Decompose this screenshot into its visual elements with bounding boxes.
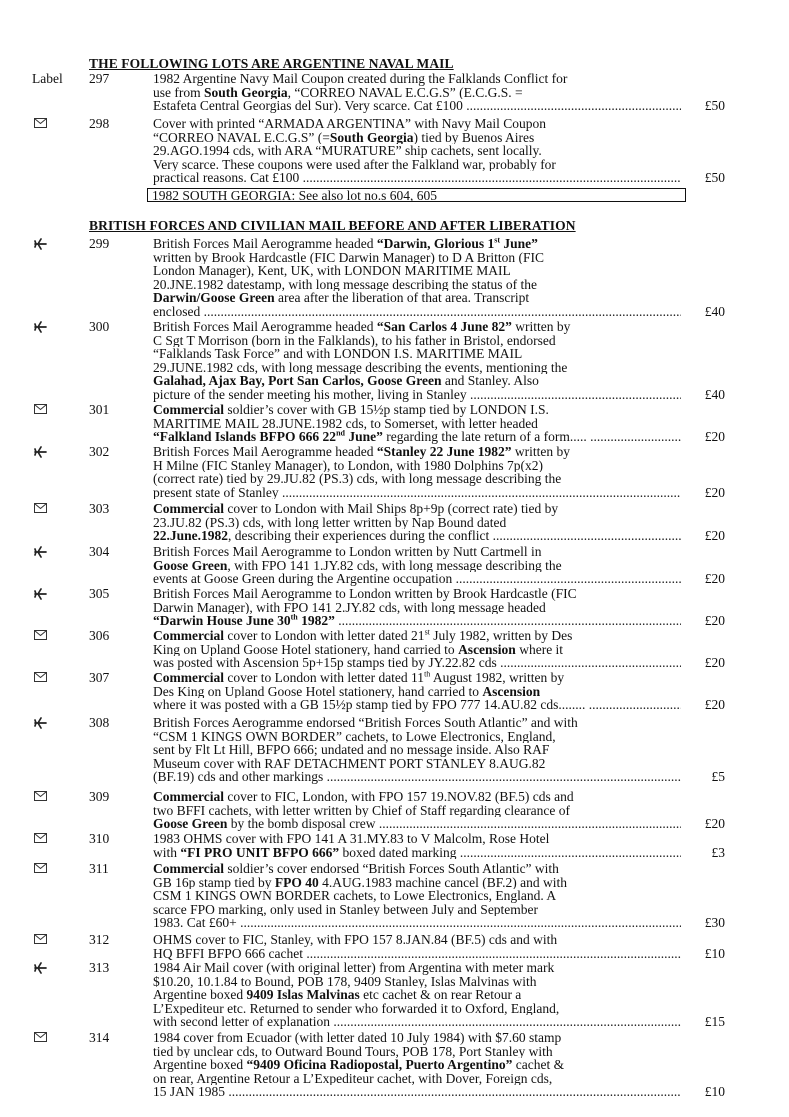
description-line: C Sgt T Morrison (born in the Falklands), to his father in Bristol, endorsed <box>153 333 556 348</box>
description-line: British Forces Mail Aerogramme headed “San Carlos 4 June 82” written by <box>153 320 571 334</box>
lot-number: 309 <box>89 789 110 804</box>
lot-number: 306 <box>89 628 110 643</box>
description-line: 1984 cover from Ecuador (with letter dated 10 July 1984) with $7.60 stamp <box>153 1031 562 1045</box>
lot-number: 304 <box>89 544 110 559</box>
lot-number: 310 <box>89 831 110 846</box>
description-line: 20.JNE.1982 datestamp, with long message describing the status of the <box>153 277 537 292</box>
description-line: written by Brook Hardcastle (FIC Darwin Manager) to D A Britton (FIC <box>153 250 545 265</box>
description-line: tied by unclear cds, to Outward Bound Tours, POB 178, Port Stanley with <box>153 1044 553 1059</box>
description-line: “CSM 1 KINGS OWN BORDER” cachets, to Lowe Electronics, England, <box>153 729 556 744</box>
airplane-icon <box>34 321 48 333</box>
see-also-notice: 1982 SOUTH GEORGIA: See also lot no.s 604, 605 <box>147 188 686 202</box>
airplane-icon <box>34 546 48 558</box>
lot-number: 298 <box>89 116 110 131</box>
description-line: British Forces Mail Aerogramme to London written by Nutt Cartmell in <box>153 545 542 559</box>
lot-number: 299 <box>89 236 110 251</box>
lot-description <box>153 1031 681 1099</box>
lot-number: 305 <box>89 586 110 601</box>
description-line: British Forces Mail Aerogramme headed “Stanley 22 June 1982” written by <box>153 445 570 459</box>
airplane-icon <box>34 962 48 974</box>
lot-price: £3 <box>711 844 725 860</box>
lot-price: £20 <box>704 655 725 671</box>
lot-price: £20 <box>704 816 725 832</box>
description-line: MARITIME MAIL 28.JUNE.1982 cds, to Somerset, with letter headed <box>153 416 538 431</box>
description-line: where it was posted with a GB 15½p stamp tied by FPO 777 14.AU.82 cds........ ..... <box>153 698 681 712</box>
description-line: 1983 OHMS cover with FPO 141 A 31.MY.83 to V Malcolm, Rose Hotel <box>153 832 550 846</box>
envelope-icon <box>34 791 48 803</box>
lot-price: £50 <box>704 170 725 186</box>
description-line: enclosed ..... <box>153 305 681 319</box>
lot-price: £20 <box>704 429 725 445</box>
description-line: Commercial soldier’s cover with GB 15½p stamp tied by LONDON I.S. <box>153 403 549 417</box>
lot-number: 312 <box>89 932 110 947</box>
lot-description <box>153 961 681 1029</box>
description-line: Estafeta Central Georgias del Sur). Very scarce. Cat £100 ..... <box>153 99 681 113</box>
description-line: was posted with Ascension 5p+15p stamps tied by JY.22.82 cds ..... <box>153 656 681 670</box>
lot-number: 308 <box>89 715 110 730</box>
description-line: 1983. Cat £60+ ..... <box>153 916 681 930</box>
description-line: picture of the sender meeting his mother, living in Stanley ..... <box>153 388 681 402</box>
lot-description <box>153 587 681 628</box>
description-line: 1984 Air Mail cover (with original letter) from Argentina with meter mark <box>153 961 555 975</box>
description-line: with “FI PRO UNIT BFPO 666” boxed dated marking ..... <box>153 846 681 860</box>
lot-price: £20 <box>704 484 725 500</box>
envelope-icon <box>34 672 48 684</box>
lot-number: 303 <box>89 501 110 516</box>
lot-description <box>153 545 681 586</box>
lot-description <box>153 671 681 712</box>
lot-price: £10 <box>704 1084 725 1100</box>
lot-number: 297 <box>89 71 110 86</box>
lot-price: £20 <box>704 613 725 629</box>
description-line: Cover with printed “ARMADA ARGENTINA” with Navy Mail Coupon <box>153 117 546 131</box>
envelope-icon <box>34 503 48 515</box>
lot-number: 301 <box>89 402 110 417</box>
description-line: King on Upland Goose Hotel stationery, hand carried to Ascension where it <box>153 642 564 657</box>
description-line: sent by Flt Lt Hill, BFPO 666; undated and no message inside. Also RAF <box>153 743 550 757</box>
lot-number: 300 <box>89 319 110 334</box>
description-line: L’Expediteur etc. Returned to sender who forwarded it to Oxford, England, <box>153 1001 560 1016</box>
lot-description <box>153 790 681 831</box>
lot-number: 314 <box>89 1030 110 1045</box>
lot-description <box>153 72 681 113</box>
lot-description <box>153 117 681 185</box>
description-line: $10.20, 10.1.84 to Bound, POB 178, 9409 Stanley, Islas Malvinas with <box>153 974 537 989</box>
airplane-icon <box>34 238 48 250</box>
description-line: 15 JAN 1985 ..... <box>153 1085 681 1099</box>
description-line: Commercial cover to FIC, London, with FPO 157 19.NOV.82 (BF.5) cds and <box>153 790 574 804</box>
section-heading-argentine-naval-mail: THE FOLLOWING LOTS ARE ARGENTINE NAVAL MAIL <box>89 56 454 71</box>
description-line: “Falkland Islands BFPO 666 22nd June” regarding the late return of a form..... ..... <box>153 430 681 444</box>
description-line: Galahad, Ajax Bay, Port San Carlos, Goose Green and Stanley. Also <box>153 374 539 388</box>
lot-description <box>153 445 681 499</box>
lot-number: 313 <box>89 960 110 975</box>
lot-price: £20 <box>704 528 725 544</box>
description-line: Goose Green, with FPO 141 1.JY.82 cds, with long message describing the <box>153 558 562 573</box>
envelope-icon <box>34 934 48 946</box>
description-line: 23.JU.82 (PS.3) cds, with long letter written by Nap Bound dated <box>153 515 507 530</box>
description-line: Argentine boxed 9409 Islas Malvinas etc cachet & on rear Retour a <box>153 988 522 1002</box>
lot-description <box>153 320 681 402</box>
description-line: Darwin/Goose Green area after the liberation of that area. Transcript <box>153 291 530 305</box>
lot-description <box>153 933 681 960</box>
airplane-icon <box>34 588 48 600</box>
lot-description <box>153 502 681 543</box>
lot-description <box>153 237 681 319</box>
lot-price: £50 <box>704 98 725 114</box>
lot-price: £20 <box>704 697 725 713</box>
description-line: HQ BFFI BFPO 666 cachet ..... <box>153 947 681 961</box>
description-line: present state of Stanley ..... <box>153 486 681 500</box>
description-line: Commercial cover to London with Mail Ships 8p+9p (correct rate) tied by <box>153 502 559 516</box>
description-line: Commercial soldier’s cover endorsed “British Forces South Atlantic” with <box>153 862 559 876</box>
section-heading-british-forces: BRITISH FORCES AND CIVILIAN MAIL BEFORE AND AFTER LIBERATION <box>89 218 576 233</box>
description-line: 22.June.1982, describing their experiences during the conflict ..... <box>153 529 681 543</box>
description-line: scarce FPO marking, only used in Stanley between July and September <box>153 902 539 917</box>
lot-description <box>153 716 681 784</box>
airplane-icon <box>34 446 48 458</box>
description-line: use from South Georgia, “CORREO NAVAL E.C.G.S” (E.C.G.S. = <box>153 85 523 100</box>
description-line: OHMS cover to FIC, Stanley, with FPO 157 8.JAN.84 (BF.5) cds and with <box>153 933 558 947</box>
lot-price: £30 <box>704 915 725 931</box>
description-line: British Forces Mail Aerogramme to London written by Brook Hardcastle (FIC <box>153 587 577 601</box>
lot-price: £20 <box>704 571 725 587</box>
description-line: 1982 Argentine Navy Mail Coupon created during the Falklands Conflict for <box>153 72 568 86</box>
lot-price: £15 <box>704 1014 725 1030</box>
lot-description <box>153 832 681 859</box>
description-line: GB 16p stamp tied by FPO 40 4.AUG.1983 machine cancel (BF.2) and with <box>153 875 567 890</box>
description-line: Goose Green by the bomb disposal crew ..... <box>153 817 681 831</box>
description-line: “CORREO NAVAL E.C.G.S” (=South Georgia) tied by Buenos Aires <box>153 130 535 145</box>
description-line: Commercial cover to London with letter dated 21st July 1982, written by Des <box>153 629 573 643</box>
lot-number: 307 <box>89 670 110 685</box>
description-line: with second letter of explanation ..... <box>153 1015 681 1029</box>
description-line: (correct rate) tied by 29.JU.82 (PS.3) cds, with long message describing the <box>153 472 562 486</box>
description-line: (BF.19) cds and other markings ..... <box>153 770 681 784</box>
lot-price: £5 <box>711 769 725 785</box>
envelope-icon <box>34 118 48 130</box>
description-line: Des King on Upland Goose Hotel stationery, hand carried to Ascension <box>153 684 541 699</box>
description-line: “Falklands Task Force” and with LONDON I.S. MARITIME MAIL <box>153 347 523 361</box>
description-line: practical reasons. Cat £100 ..... <box>153 171 681 185</box>
description-line: H Milne (FIC Stanley Manager), to London, with 1980 Dolphins 7p(x2) <box>153 458 543 473</box>
lot-number: 311 <box>89 861 109 876</box>
envelope-icon <box>34 1032 48 1044</box>
lot-description <box>153 862 681 930</box>
description-line: “Darwin House June 30th 1982” ..... <box>153 614 681 628</box>
description-line: Commercial cover to London with letter dated 11th August 1982, written by <box>153 671 565 685</box>
description-line: Museum cover with RAF DETACHMENT PORT STANLEY 8.AUG.82 <box>153 756 546 771</box>
description-line: 29.JUNE.1982 cds, with long message describing the events, mentioning the <box>153 360 568 375</box>
envelope-icon <box>34 863 48 875</box>
description-line: British Forces Aerogramme endorsed “British Forces South Atlantic” and with <box>153 716 578 730</box>
envelope-icon <box>34 630 48 642</box>
description-line: London Manager), Kent, UK, with LONDON MARITIME MAIL <box>153 264 511 278</box>
description-line: Argentine boxed “9409 Oficina Radiopostal, Puerto Argentino” cachet & <box>153 1058 565 1072</box>
lot-label-tag: Label <box>32 71 63 86</box>
description-line: on rear, Argentine Retour a L’Expediteur cachet, with Dover, Foreign cds, <box>153 1071 553 1086</box>
description-line: Darwin Manager), with FPO 141 2.JY.82 cds, with long message headed <box>153 600 546 615</box>
lot-price: £10 <box>704 945 725 961</box>
description-line: 29.AGO.1994 cds, with ARA “MURATURE” ship cachets, sent locally. <box>153 144 542 158</box>
lot-description <box>153 403 681 444</box>
description-line: two BFFI cachets, with letter written by Chief of Staff regarding clearance of <box>153 803 570 818</box>
description-line: events at Goose Green during the Argentine occupation ..... <box>153 572 681 586</box>
lot-price: £40 <box>704 304 725 319</box>
lot-description <box>153 629 681 670</box>
lot-price: £40 <box>704 387 725 402</box>
lot-number: 302 <box>89 444 110 459</box>
description-line: British Forces Mail Aerogramme headed “Darwin, Glorious 1st June” <box>153 237 538 251</box>
envelope-icon <box>34 404 48 416</box>
description-line: CSM 1 KINGS OWN BORDER cachets, to Lowe Electronics, England. A <box>153 889 557 903</box>
description-line: Very scarce. These coupons were used after the Falkland war, probably for <box>153 157 556 172</box>
airplane-icon <box>34 717 48 729</box>
envelope-icon <box>34 833 48 845</box>
